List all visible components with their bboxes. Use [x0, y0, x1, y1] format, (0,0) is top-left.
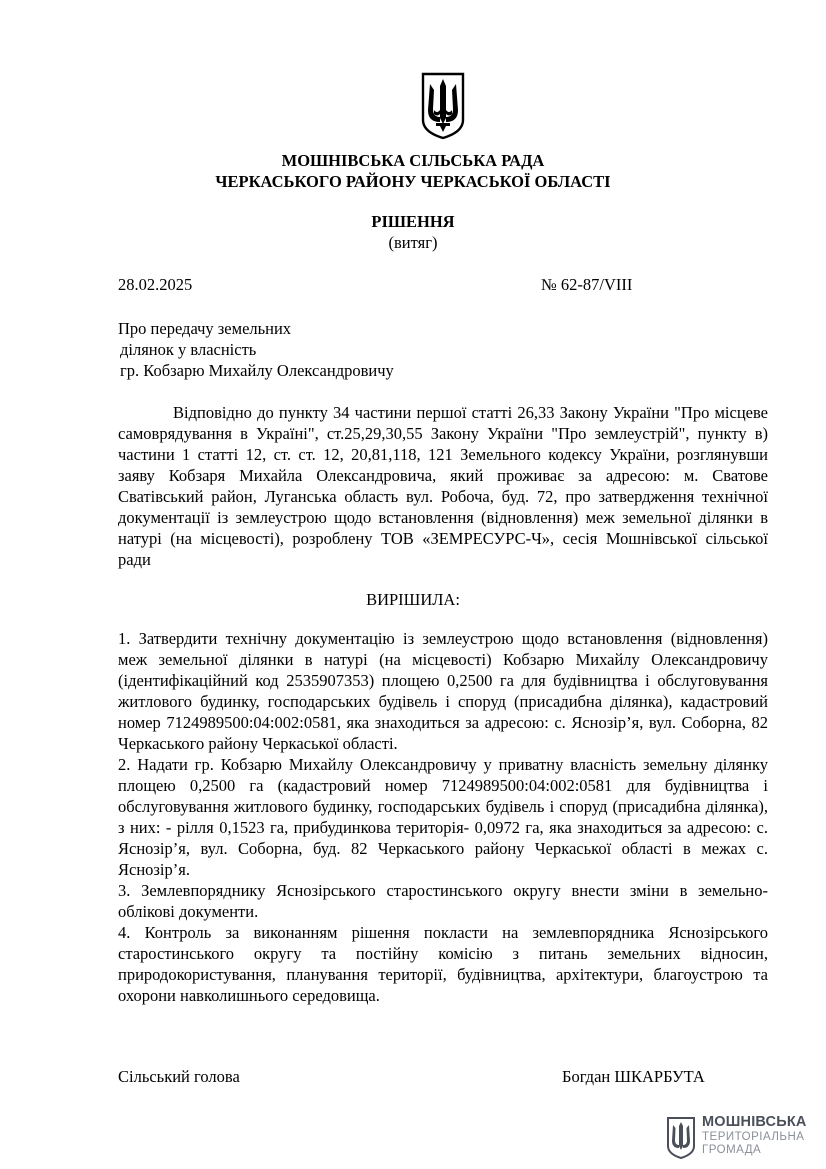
signatory-name: Богдан ШКАРБУТА: [562, 1067, 705, 1086]
subject-line: Про передачу земельних: [118, 319, 292, 338]
council-district: ЧЕРКАСЬКОГО РАЙОНУ ЧЕРКАСЬКОЇ ОБЛАСТІ: [215, 172, 611, 191]
decision-item: 1. Затвердити технічну документацію із землеустрою щодо встановлення (відновлення) меж земельної ділянки в натурі (на місцевості) Кобзарю Михайлу Олександровичу (ідентифікаційний код 2535907353) площею 0,2500 га для будівництва і обслуговування житлового будинку, господарських будівель і споруд (присадибна ділянка), кадастровий номер 7124989500:04:002:0581, яка знаходиться за адресою: с. Яснозір’я, вул. Соборна, 82 Черкаського району Черкаської області.: [118, 629, 768, 753]
document-subtitle: (витяг): [388, 233, 438, 252]
decision-items: [118, 628, 768, 1006]
subject-line: гр. Кобзарю Михайлу Олександровичу: [120, 361, 394, 380]
decision-subject: [118, 318, 394, 381]
decision-item: 3. Землевпоряднику Яснозірського старостинського округу внести зміни в земельно-облікові документи.: [118, 881, 768, 921]
decision-item: 2. Надати гр. Кобзарю Михайлу Олександровичу у приватну власність земельну ділянку площею 0,2500 га (кадастровий номер 7124989500:04:002:0581 для будівництва і обслуговування житлового будинку, господарських будівель і споруд (присадибна ділянка), з них: - рілля 0,1523 га, прибудинкова територія- 0,0972 га, яка знаходиться за адресою: с. Яснозір’я, вул. Соборна, буд. 82 Черкаського району Черкаської області в межах с. Яснозір’я.: [118, 755, 768, 879]
decision-date: 28.02.2025: [118, 275, 193, 294]
logo-title: МОШНІВСЬКА: [702, 1114, 807, 1130]
logo-subtitle: ТЕРИТОРІАЛЬНА: [702, 1131, 805, 1143]
decision-number: № 62-87/VIII: [541, 275, 633, 294]
logo-subtitle: ГРОМАДА: [702, 1144, 762, 1156]
council-name: МОШНІВСЬКА СІЛЬСЬКА РАДА: [281, 151, 545, 170]
community-logo: [666, 1114, 806, 1162]
preamble-paragraph: Відповідно до пункту 34 частини першої статті 26,33 Закону України "Про місцеве самоврядування в Україні", ст.25,29,30,55 Закону України "Про землеустрій", пункту в) частини 1 статті 12, ст. ст. 12, 20,81,118, 121 Земельного кодексу України, розглянувши заяву Кобзаря Михайла Олександровича, який проживає за адресою: м. Сватове Сватівський район, Луганська область вул. Робоча, буд. 72, про затвердження технічної документації із землеустрою щодо встановлення (відновлення) меж земельної ділянки в натурі (на місцевості), розроблену ТОВ «ЗЕМРЕСУРС-Ч», сесія Мошнівської сільської ради: [118, 403, 768, 569]
decision-item: 4. Контроль за виконанням рішення покласти на землевпорядника Яснозірського старостинського округу та постійну комісію з питань земельних відносин, природокористування, планування території, будівництва, архітектури, благоустрою та охорони навколишнього середовища.: [118, 923, 768, 1005]
trident-logo-icon: [666, 1116, 696, 1160]
trident-emblem-icon: [418, 70, 468, 140]
signatory-position: Сільський голова: [118, 1067, 240, 1086]
decided-heading: ВИРІШИЛА:: [366, 590, 460, 609]
subject-line: ділянок у власність: [120, 340, 257, 359]
document-title: РІШЕННЯ: [371, 212, 455, 231]
